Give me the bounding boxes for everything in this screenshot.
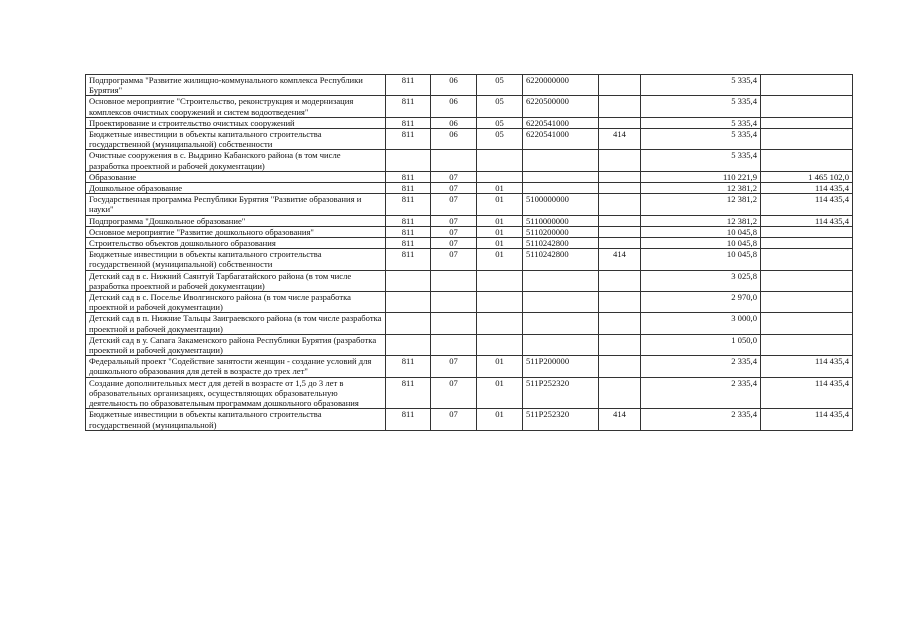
cell-row-name: Бюджетные инвестиции в объекты капитального строительства государственной (муниципальной)	[86, 409, 386, 430]
cell-amount-2: 114 435,4	[761, 194, 853, 215]
cell-row-name: Бюджетные инвестиции в объекты капитального строительства государственной (муниципальной) собственности	[86, 249, 386, 270]
cell-amount-2	[761, 313, 853, 334]
cell-expense-type-code	[599, 96, 641, 117]
cell-target-article-code: 5110200000	[523, 226, 599, 237]
cell-admin-code	[386, 270, 431, 291]
cell-row-name: Очистные сооружения в с. Выдрино Кабанского района (в том числе разработка проектной и рабочей документации)	[86, 150, 386, 171]
cell-amount-2: 1 465 102,0	[761, 171, 853, 182]
cell-expense-type-code: 414	[599, 409, 641, 430]
cell-subsection-code: 05	[477, 129, 523, 150]
cell-row-name: Федеральный проект "Содействие занятости женщин - создание условий для дошкольного образования для детей в возрасте до трех лет"	[86, 356, 386, 377]
cell-amount-1: 5 335,4	[641, 75, 761, 96]
cell-target-article-code	[523, 171, 599, 182]
cell-target-article-code: 6220541000	[523, 129, 599, 150]
cell-row-name: Подпрограмма "Развитие жилищно-коммунального комплекса Республики Бурятия"	[86, 75, 386, 96]
cell-amount-2	[761, 238, 853, 249]
table-row	[86, 194, 853, 215]
cell-subsection-code: 05	[477, 117, 523, 128]
table-row	[86, 171, 853, 182]
cell-row-name: Образование	[86, 171, 386, 182]
cell-admin-code: 811	[386, 215, 431, 226]
cell-target-article-code	[523, 334, 599, 355]
cell-section-code: 07	[431, 183, 477, 194]
cell-expense-type-code	[599, 183, 641, 194]
cell-subsection-code: 01	[477, 194, 523, 215]
cell-expense-type-code	[599, 117, 641, 128]
cell-subsection-code: 01	[477, 215, 523, 226]
cell-subsection-code: 01	[477, 226, 523, 237]
cell-section-code: 07	[431, 215, 477, 226]
cell-amount-2	[761, 150, 853, 171]
cell-target-article-code	[523, 292, 599, 313]
cell-amount-2	[761, 96, 853, 117]
table-row	[86, 334, 853, 355]
cell-target-article-code: 6220000000	[523, 75, 599, 96]
cell-amount-1: 10 045,8	[641, 249, 761, 270]
table-row	[86, 356, 853, 377]
cell-section-code: 07	[431, 238, 477, 249]
cell-target-article-code	[523, 270, 599, 291]
table-row	[86, 270, 853, 291]
cell-expense-type-code	[599, 270, 641, 291]
cell-subsection-code	[477, 313, 523, 334]
cell-target-article-code	[523, 313, 599, 334]
cell-subsection-code: 05	[477, 75, 523, 96]
cell-expense-type-code	[599, 171, 641, 182]
table-row	[86, 75, 853, 96]
table-row	[86, 183, 853, 194]
cell-row-name: Основное мероприятие "Строительство, реконструкция и модернизация комплексов очистных сооружений и систем водоотведения"	[86, 96, 386, 117]
cell-section-code: 07	[431, 194, 477, 215]
cell-expense-type-code	[599, 215, 641, 226]
cell-row-name: Детский сад в с. Нижний Саянтуй Тарбагатайского района (в том числе разработка проектной и рабочей документации)	[86, 270, 386, 291]
cell-admin-code: 811	[386, 226, 431, 237]
cell-section-code: 07	[431, 171, 477, 182]
table-row	[86, 129, 853, 150]
cell-target-article-code: 511P252320	[523, 377, 599, 409]
table-row	[86, 226, 853, 237]
cell-amount-1: 2 970,0	[641, 292, 761, 313]
cell-expense-type-code	[599, 377, 641, 409]
cell-section-code: 06	[431, 75, 477, 96]
cell-admin-code: 811	[386, 117, 431, 128]
table-row	[86, 377, 853, 409]
cell-amount-1: 5 335,4	[641, 150, 761, 171]
budget-table	[85, 74, 853, 431]
cell-amount-1: 12 381,2	[641, 215, 761, 226]
cell-row-name: Дошкольное образование	[86, 183, 386, 194]
cell-row-name: Детский сад в с. Поселье Иволгинского района (в том числе разработка проектной и рабочей документации)	[86, 292, 386, 313]
cell-amount-2	[761, 129, 853, 150]
cell-amount-1: 3 000,0	[641, 313, 761, 334]
cell-section-code	[431, 334, 477, 355]
cell-amount-1: 1 050,0	[641, 334, 761, 355]
cell-amount-1: 2 335,4	[641, 356, 761, 377]
cell-target-article-code: 5110242800	[523, 238, 599, 249]
cell-row-name: Подпрограмма "Дошкольное образование"	[86, 215, 386, 226]
cell-subsection-code: 01	[477, 183, 523, 194]
cell-amount-1: 5 335,4	[641, 96, 761, 117]
table-row	[86, 215, 853, 226]
cell-target-article-code	[523, 183, 599, 194]
table-row	[86, 249, 853, 270]
cell-amount-2	[761, 334, 853, 355]
cell-admin-code: 811	[386, 96, 431, 117]
cell-subsection-code	[477, 171, 523, 182]
cell-admin-code	[386, 292, 431, 313]
cell-admin-code	[386, 334, 431, 355]
cell-section-code	[431, 313, 477, 334]
cell-expense-type-code: 414	[599, 249, 641, 270]
cell-subsection-code: 01	[477, 409, 523, 430]
cell-section-code	[431, 150, 477, 171]
cell-amount-1: 5 335,4	[641, 129, 761, 150]
cell-amount-1: 12 381,2	[641, 183, 761, 194]
cell-expense-type-code	[599, 150, 641, 171]
cell-amount-2: 114 435,4	[761, 183, 853, 194]
cell-section-code	[431, 292, 477, 313]
cell-subsection-code: 01	[477, 356, 523, 377]
cell-admin-code	[386, 150, 431, 171]
cell-amount-2	[761, 270, 853, 291]
cell-amount-2	[761, 226, 853, 237]
cell-expense-type-code	[599, 356, 641, 377]
cell-expense-type-code	[599, 292, 641, 313]
cell-subsection-code: 01	[477, 377, 523, 409]
cell-target-article-code: 511P252320	[523, 409, 599, 430]
table-row	[86, 409, 853, 430]
cell-section-code	[431, 270, 477, 291]
cell-section-code: 07	[431, 249, 477, 270]
cell-subsection-code	[477, 150, 523, 171]
cell-section-code: 06	[431, 117, 477, 128]
cell-amount-2	[761, 117, 853, 128]
cell-subsection-code: 05	[477, 96, 523, 117]
cell-amount-1: 2 335,4	[641, 409, 761, 430]
cell-expense-type-code	[599, 313, 641, 334]
table-row	[86, 96, 853, 117]
cell-admin-code: 811	[386, 183, 431, 194]
cell-subsection-code: 01	[477, 249, 523, 270]
cell-row-name: Основное мероприятие "Развитие дошкольного образования"	[86, 226, 386, 237]
cell-amount-1: 5 335,4	[641, 117, 761, 128]
cell-amount-1: 2 335,4	[641, 377, 761, 409]
cell-row-name: Создание дополнительных мест для детей в возрасте от 1,5 до 3 лет в образовательных организациях, осуществляющих образовательную деятельность по образовательным программам дошкольного образования	[86, 377, 386, 409]
cell-amount-1: 10 045,8	[641, 226, 761, 237]
cell-section-code: 07	[431, 226, 477, 237]
cell-admin-code: 811	[386, 171, 431, 182]
table-row	[86, 117, 853, 128]
cell-expense-type-code	[599, 334, 641, 355]
cell-admin-code	[386, 313, 431, 334]
table-row	[86, 150, 853, 171]
cell-admin-code: 811	[386, 377, 431, 409]
cell-subsection-code	[477, 334, 523, 355]
cell-row-name: Бюджетные инвестиции в объекты капитального строительства государственной (муниципальной) собственности	[86, 129, 386, 150]
cell-amount-2	[761, 75, 853, 96]
cell-expense-type-code	[599, 75, 641, 96]
cell-admin-code: 811	[386, 356, 431, 377]
cell-amount-2: 114 435,4	[761, 215, 853, 226]
table-row	[86, 238, 853, 249]
cell-admin-code: 811	[386, 238, 431, 249]
cell-subsection-code	[477, 292, 523, 313]
cell-amount-1: 110 221,9	[641, 171, 761, 182]
cell-amount-2: 114 435,4	[761, 377, 853, 409]
cell-section-code: 06	[431, 129, 477, 150]
cell-section-code: 06	[431, 96, 477, 117]
cell-admin-code: 811	[386, 249, 431, 270]
cell-row-name: Детский сад в у. Сапага Закаменского района Республики Бурятия (разработка проектной и рабочей документации)	[86, 334, 386, 355]
cell-amount-2: 114 435,4	[761, 409, 853, 430]
cell-target-article-code: 511P200000	[523, 356, 599, 377]
cell-amount-2	[761, 292, 853, 313]
cell-target-article-code: 6220541000	[523, 117, 599, 128]
cell-admin-code: 811	[386, 409, 431, 430]
cell-section-code: 07	[431, 409, 477, 430]
cell-amount-1: 10 045,8	[641, 238, 761, 249]
cell-admin-code: 811	[386, 75, 431, 96]
table-row	[86, 292, 853, 313]
cell-section-code: 07	[431, 356, 477, 377]
cell-target-article-code: 5110000000	[523, 215, 599, 226]
cell-admin-code: 811	[386, 194, 431, 215]
cell-row-name: Детский сад в п. Нижние Тальцы Заиграевского района (в том числе разработка проектной и рабочей документации)	[86, 313, 386, 334]
cell-row-name: Строительство объектов дошкольного образования	[86, 238, 386, 249]
cell-amount-2	[761, 249, 853, 270]
cell-target-article-code: 5110242800	[523, 249, 599, 270]
cell-amount-1: 3 025,8	[641, 270, 761, 291]
cell-target-article-code: 6220500000	[523, 96, 599, 117]
table-row	[86, 313, 853, 334]
cell-expense-type-code	[599, 238, 641, 249]
cell-expense-type-code	[599, 226, 641, 237]
cell-subsection-code: 01	[477, 238, 523, 249]
cell-amount-2: 114 435,4	[761, 356, 853, 377]
cell-target-article-code: 5100000000	[523, 194, 599, 215]
cell-amount-1: 12 381,2	[641, 194, 761, 215]
cell-target-article-code	[523, 150, 599, 171]
cell-admin-code: 811	[386, 129, 431, 150]
cell-expense-type-code: 414	[599, 129, 641, 150]
cell-expense-type-code	[599, 194, 641, 215]
cell-subsection-code	[477, 270, 523, 291]
cell-section-code: 07	[431, 377, 477, 409]
cell-row-name: Государственная программа Республики Бурятия "Развитие образования и науки"	[86, 194, 386, 215]
cell-row-name: Проектирование и строительство очистных сооружений	[86, 117, 386, 128]
